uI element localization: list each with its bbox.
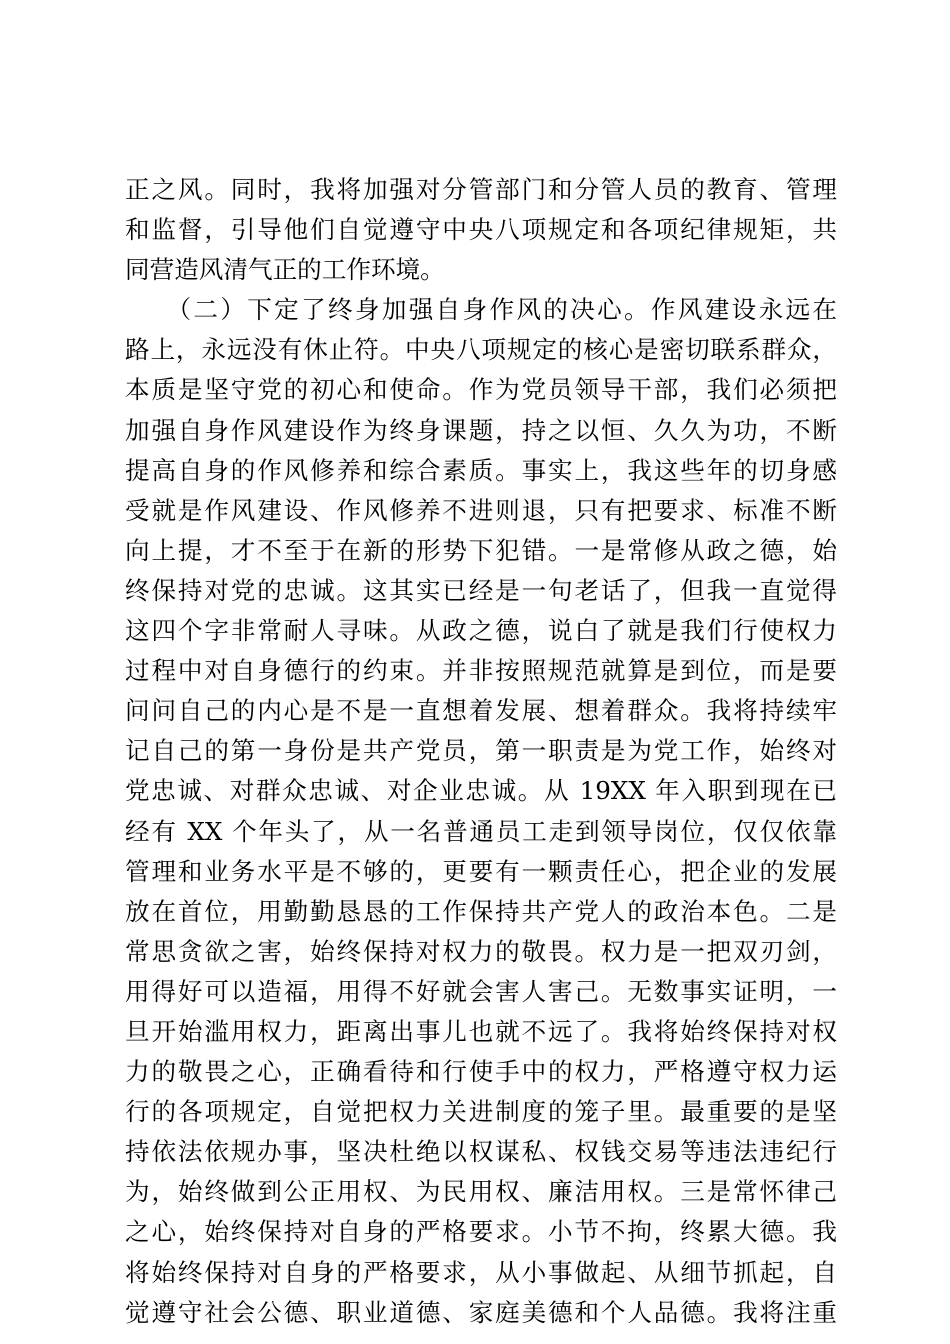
text-line: 觉遵守社会公德、职业道德、家庭美德和个人品德。我将注重 — [125, 1297, 837, 1327]
text-line: 用得好可以造福，用得不好就会害人害己。无数事实证明，一 — [125, 976, 837, 1006]
text-line: 这四个字非常耐人寻味。从政之德，说白了就是我们行使权力 — [125, 616, 837, 646]
text-line: 党忠诚、对群众忠诚、对企业忠诚。从 19XX 年入职到现在已 — [125, 776, 837, 806]
text-line: 本质是坚守党的初心和使命。作为党员领导干部，我们必须把 — [125, 375, 837, 405]
text-line: 向上提，才不至于在新的形势下犯错。一是常修从政之德，始 — [125, 535, 837, 565]
text-line: 提高自身的作风修养和综合素质。事实上，我这些年的切身感 — [125, 455, 837, 485]
text-line: 加强自身作风建设作为终身课题，持之以恒、久久为功，不断 — [125, 415, 837, 445]
text-line: 正之风。同时，我将加强对分管部门和分管人员的教育、管理 — [125, 175, 837, 204]
text-line: 持依法依规办事，坚决杜绝以权谋私、权钱交易等违法违纪行 — [125, 1137, 837, 1167]
text-line: 为，始终做到公正用权、为民用权、廉洁用权。三是常怀律己 — [125, 1177, 837, 1207]
text-line: 同营造风清气正的工作环境。 — [125, 255, 445, 285]
text-line: 行的各项规定，自觉把权力关进制度的笼子里。最重要的是坚 — [125, 1097, 837, 1127]
text-line: 和监督，引导他们自觉遵守中央八项规定和各项纪律规矩，共 — [125, 215, 837, 245]
text-line: 经有 XX 个年头了，从一名普通员工走到领导岗位，仅仅依靠 — [125, 816, 837, 846]
text-line: 力的敬畏之心，正确看待和行使手中的权力，严格遵守权力运 — [125, 1057, 837, 1087]
text-line: 将始终保持对自身的严格要求，从小事做起、从细节抓起，自 — [125, 1257, 837, 1287]
text-line: 问问自己的内心是不是一直想着发展、想着群众。我将持续牢 — [125, 696, 837, 726]
text-line: 过程中对自身德行的约束。并非按照规范就算是到位，而是要 — [125, 656, 837, 686]
text-line: 管理和业务水平是不够的，更要有一颗责任心，把企业的发展 — [125, 856, 837, 886]
text-line: 终保持对党的忠诚。这其实已经是一句老话了，但我一直觉得 — [125, 575, 837, 605]
text-line: 路上，永远没有休止符。中央八项规定的核心是密切联系群众， — [125, 335, 837, 365]
text-line: 记自己的第一身份是共产党员，第一职责是为党工作，始终对 — [125, 736, 837, 766]
section-heading-line: （二）下定了终身加强自身作风的决心。作风建设永远在 — [125, 295, 837, 325]
text-line: 放在首位，用勤勤恳恳的工作保持共产党人的政治本色。二是 — [125, 896, 837, 926]
body-text — [125, 170, 837, 1333]
text-line: 旦开始滥用权力，距离出事儿也就不远了。我将始终保持对权 — [125, 1016, 837, 1046]
text-line: 之心，始终保持对自身的严格要求。小节不拘，终累大德。我 — [125, 1217, 837, 1247]
text-line: 受就是作风建设、作风修养不进则退，只有把要求、标准不断 — [125, 495, 837, 525]
text-line: 常思贪欲之害，始终保持对权力的敬畏。权力是一把双刃剑， — [125, 936, 837, 966]
